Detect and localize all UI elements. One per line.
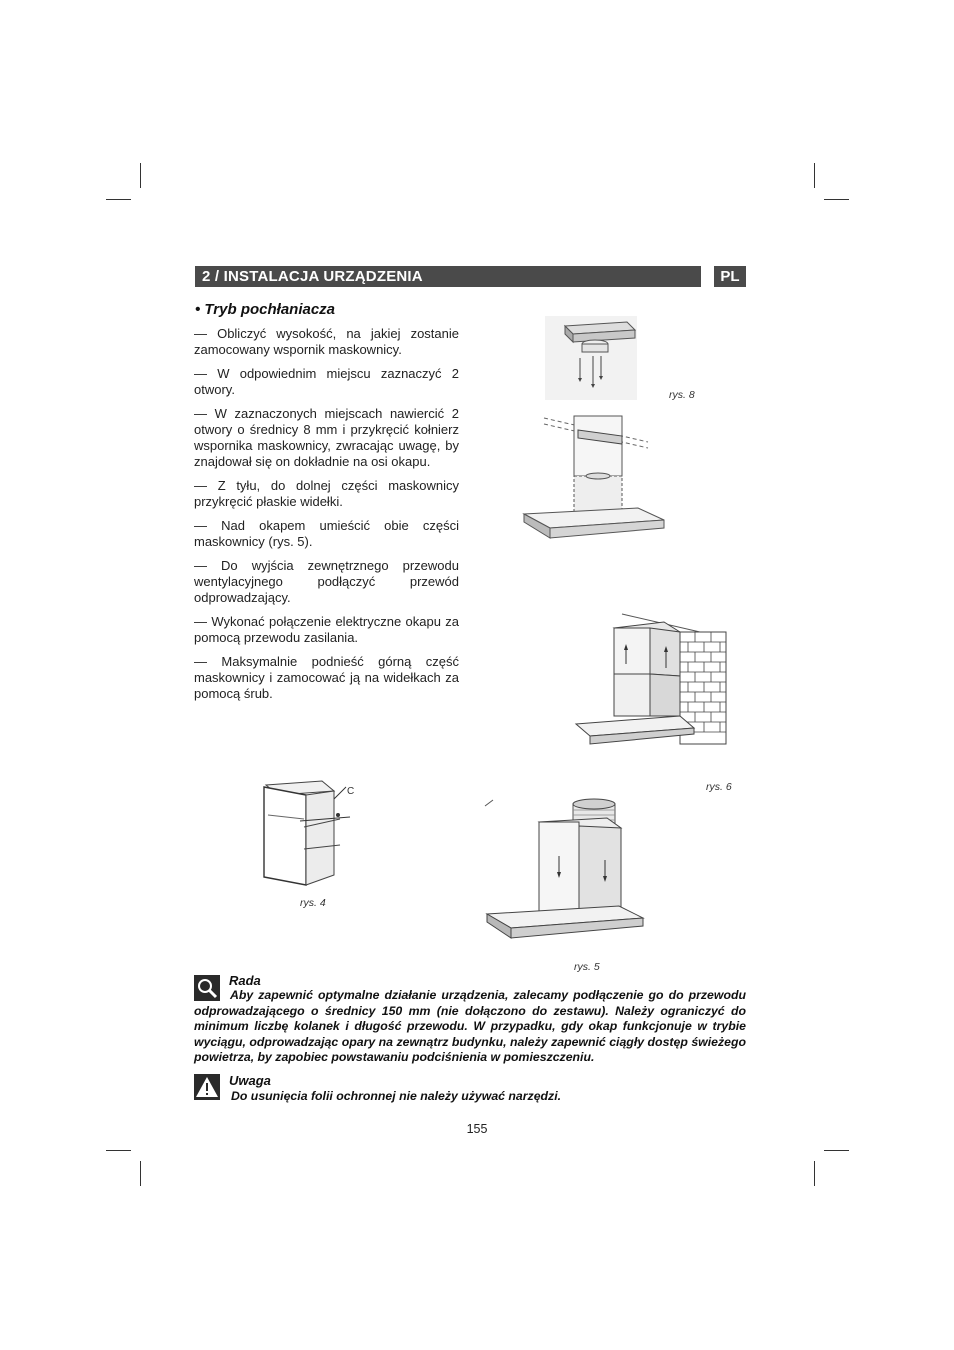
crop-mark [140,163,141,188]
instruction-step: — Nad okapem umieścić obie części maskownicy (rys. 5). [194,518,459,549]
warning-triangle-icon [194,1074,220,1100]
section-header: 2 / INSTALACJA URZĄDZENIA [195,266,701,287]
crop-mark [824,199,849,200]
instruction-step: — Do wyjścia zewnętrznego przewodu wentylacyjnego podłączyć przewód odprowadzający. [194,558,459,605]
instruction-step: — W odpowiednim miejscu zaznaczyć 2 otwory. [194,366,459,397]
instruction-step: — W zaznaczonych miejscach nawiercić 2 otwory o średnicy 8 mm i przykręcić kołnierz wspornika maskownicy, zwracając uwagę, by znajdował się on dokładnie na osi okapu. [194,406,459,469]
figure-6-caption: rys. 6 [706,781,732,793]
tip-title: Rada [229,973,261,988]
crop-mark [140,1161,141,1186]
instruction-step: — Wykonać połączenie elektryczne okapu za pomocą przewodu zasilania. [194,614,459,645]
figure-5-drawing [483,798,651,958]
figure-5-caption: rys. 5 [574,961,600,973]
page-number: 155 [466,1122,488,1136]
figure-4-label-c: C [347,786,355,797]
figure-8-hood-drawing [518,410,668,548]
language-badge: PL [714,266,746,287]
crop-mark [814,163,815,188]
warning-body: Do usunięcia folii ochronnej nie należy używać narzędzi. [231,1089,562,1103]
instruction-step: — Obliczyć wysokość, na jakiej zostanie zamocowany wspornik maskownicy. [194,326,459,357]
figure-6-drawing [570,606,728,754]
crop-mark [106,199,131,200]
crop-mark [106,1150,131,1151]
instruction-step: — Maksymalnie podnieść górną część maskownicy i zamocować ją na widełkach za pomocą śrub. [194,654,459,701]
figure-4-caption: rys. 4 [300,897,326,909]
figure-8-caption: rys. 8 [669,389,695,401]
section-heading: • Tryb pochłaniacza [195,301,336,318]
warning-title: Uwaga [229,1073,271,1088]
figure-8-bracket-drawing [545,316,637,400]
instruction-list [194,326,459,710]
crop-mark [814,1161,815,1186]
crop-mark [824,1150,849,1151]
instruction-step: — Z tyłu, do dolnej części maskownicy przykręcić płaskie widełki. [194,478,459,509]
tip-body: Aby zapewnić optymalne działanie urządzenia, zalecamy podłączenie go do przewodu odprowadzającego o średnicy 150 mm (nie dołączono do zestawu). Należy ograniczyć do minimum liczbę kolanek i długość przewodu. W przypadku, gdy okap funkcjonuje w trybie wyciągu, odprowadzając opary na zewnątrz budynku, należy zapewnić ciągły dostęp świeżego powietrza, by zapobiec powstawaniu podciśnienia w pomieszczeniu. [194,988,746,1065]
